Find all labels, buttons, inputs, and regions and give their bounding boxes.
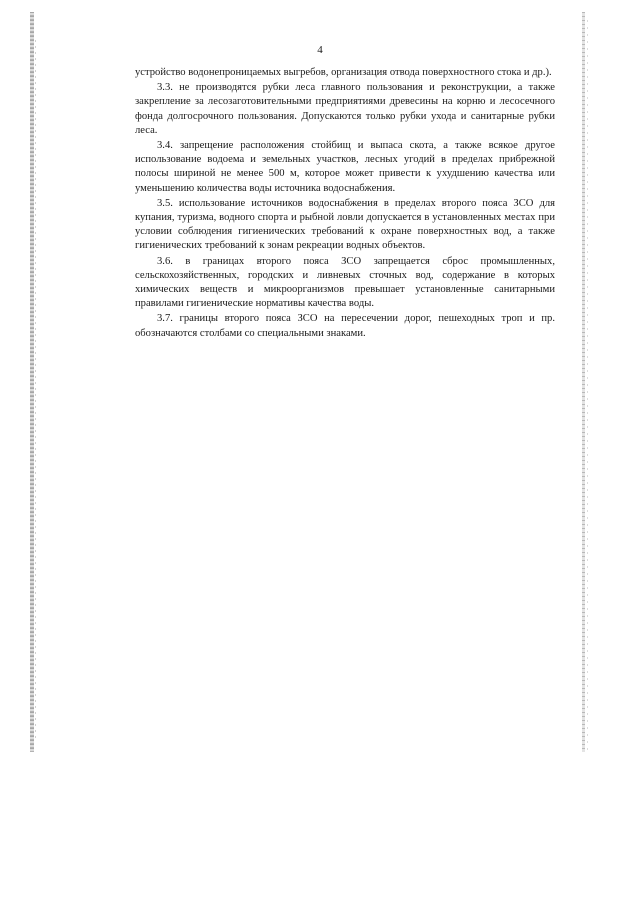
scan-edge-right-inner <box>587 20 588 750</box>
scan-edge-left <box>30 12 34 752</box>
page-number: 4 <box>317 44 323 56</box>
scan-edge-left-inner <box>35 40 36 740</box>
paragraph-3-5: 3.5. использование источников водоснабжения в пределах второго пояса ЗСО для купания, туризма, водного спорта и рыбной ловли допускается в установленных местах при условии соблюдения гигиенических требований к охране поверхностных вод, а также гигиенических требований к зонам рекреации водных объектов. <box>135 197 555 252</box>
paragraph-continuation: устройство водонепроницаемых выгребов, организация отвода поверхностного стока и др.). <box>135 67 552 78</box>
paragraph-3-6: 3.6. в границах второго пояса ЗСО запрещается сброс промышленных, сельскохозяйственных, городских и ливневых сточных вод, содержание в которых химических веществ и микроорганизмов превышает установленные санитарными правилами гигиенические нормативы качества воды. <box>135 255 555 310</box>
paragraph-3-7: 3.7. границы второго пояса ЗСО на пересечении дорог, пешеходных троп и пр. обозначаются столбами со специальными знаками. <box>135 313 555 339</box>
paragraph-3-3: 3.3. не производятся рубки леса главного пользования и реконструкции, а также закрепление за лесозаготовительными предприятиями древесины на корню и лесосечного фонда долгосрочного пользования. Допускаются только рубки ухода и санитарные рубки леса. <box>135 82 555 136</box>
paragraph-3-4: 3.4. запрещение расположения стойбищ и выпаса скота, а также всякое другое использование водоема и земельных участков, лесных угодий в пределах прибрежной полосы шириной не менее 500 м, которое может привести к ухудшению качества или уменьшению количества воды источника водоснабжения. <box>135 140 555 194</box>
scan-edge-right <box>582 12 585 752</box>
document-body <box>135 66 555 342</box>
